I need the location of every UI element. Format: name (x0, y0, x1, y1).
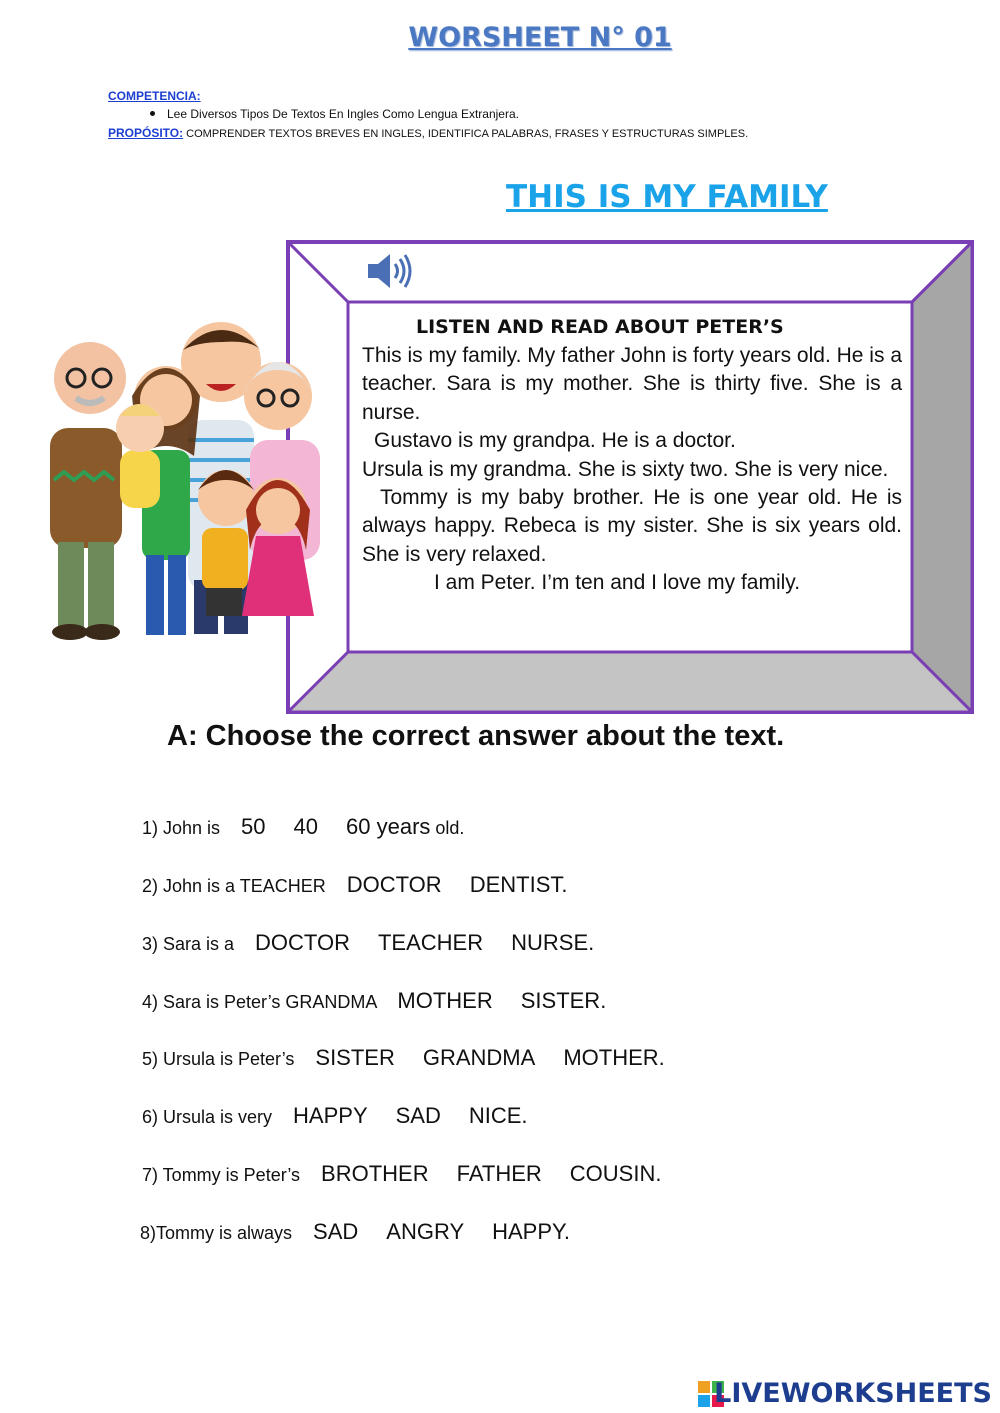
option-doctor[interactable]: DOCTOR (346, 872, 442, 897)
option-happy[interactable]: HAPPY (293, 1103, 368, 1128)
bullet-icon (150, 111, 155, 116)
exercise-title: A: Choose the correct answer about the text. (167, 720, 785, 752)
reading-paragraph-1: This is my family. My father John is forty years old. He is a teacher. Sara is my mother. She is thirty five. She is a nurse. (362, 344, 902, 424)
option-nice[interactable]: NICE. (468, 1103, 528, 1128)
option-sister[interactable]: SISTER. (520, 988, 607, 1013)
option-happy[interactable]: HAPPY. (492, 1219, 570, 1244)
question-7: 7) Tommy is Peter’s BROTHER FATHER COUSIN. (142, 1161, 662, 1186)
speaker-icon[interactable] (364, 250, 416, 292)
reading-text (362, 312, 902, 598)
option-sad[interactable]: SAD (313, 1219, 359, 1244)
question-2: 2) John is a TEACHER DOCTOR DENTIST. (142, 872, 568, 897)
reading-paragraph-4: Tommy is my baby brother. He is one year old. He is always happy. Rebeca is my sister. She is six years old. She is very relaxed. (362, 486, 902, 566)
baby-figure (116, 404, 164, 508)
option-50[interactable]: 50 (241, 814, 266, 839)
competencia-item (150, 107, 519, 121)
reading-paragraph-2: Gustavo is my grandpa. He is a doctor. (374, 429, 736, 453)
question-8: 8)Tommy is always SAD ANGRY HAPPY. (140, 1219, 570, 1244)
option-sad[interactable]: SAD (395, 1103, 441, 1128)
option-teacher[interactable]: TEACHER (377, 930, 484, 955)
option-60-years[interactable]: 60 years (346, 814, 431, 839)
proposito (108, 126, 748, 140)
option-father[interactable]: FATHER (456, 1161, 542, 1186)
option-doctor[interactable]: DOCTOR (255, 930, 350, 955)
option-brother[interactable]: BROTHER (321, 1161, 429, 1186)
question-4: 4) Sara is Peter’s GRANDMA MOTHER SISTER. (142, 988, 607, 1013)
reading-paragraph-3: Ursula is my grandma. She is sixty two. She is very nice. (362, 457, 889, 481)
option-grandma[interactable]: GRANDMA (422, 1045, 536, 1070)
worksheet-title: WORSHEET N° 01 (408, 22, 672, 53)
question-5: 5) Ursula is Peter’s SISTER GRANDMA MOTHER. (142, 1045, 665, 1070)
competencia-label: COMPETENCIA: (108, 89, 201, 103)
option-nurse[interactable]: NURSE. (511, 930, 595, 955)
question-1: 1) John is 50 40 60 years old. (142, 814, 465, 839)
proposito-label: PROPÓSITO: (108, 126, 184, 140)
competencia-text: Lee Diversos Tipos De Textos En Ingles Como Lengua Extranjera. (167, 107, 519, 121)
reading-heading: LISTEN AND READ ABOUT PETER’S (416, 316, 784, 338)
question-6: 6) Ursula is very HAPPY SAD NICE. (142, 1103, 528, 1128)
section-title: THIS IS MY FAMILY (506, 179, 828, 215)
option-angry[interactable]: ANGRY (386, 1219, 465, 1244)
option-mother[interactable]: MOTHER. (563, 1045, 665, 1070)
grandpa-figure (50, 342, 126, 640)
option-dentist[interactable]: DENTIST. (469, 872, 568, 897)
option-40[interactable]: 40 (293, 814, 319, 839)
family-illustration (28, 300, 328, 660)
option-sister[interactable]: SISTER (315, 1045, 395, 1070)
brand-name: LIVEWORKSHEETS (714, 1378, 992, 1409)
proposito-text: COMPRENDER TEXTOS BREVES EN INGLES, IDENTIFICA PALABRAS, FRASES Y ESTRUCTURAS SIMPLES. (183, 128, 749, 140)
option-mother[interactable]: MOTHER (397, 988, 493, 1013)
question-3: 3) Sara is a DOCTOR TEACHER NURSE. (142, 930, 595, 955)
reading-paragraph-5: I am Peter. I’m ten and I love my family. (434, 571, 801, 595)
option-cousin[interactable]: COUSIN. (569, 1161, 662, 1186)
